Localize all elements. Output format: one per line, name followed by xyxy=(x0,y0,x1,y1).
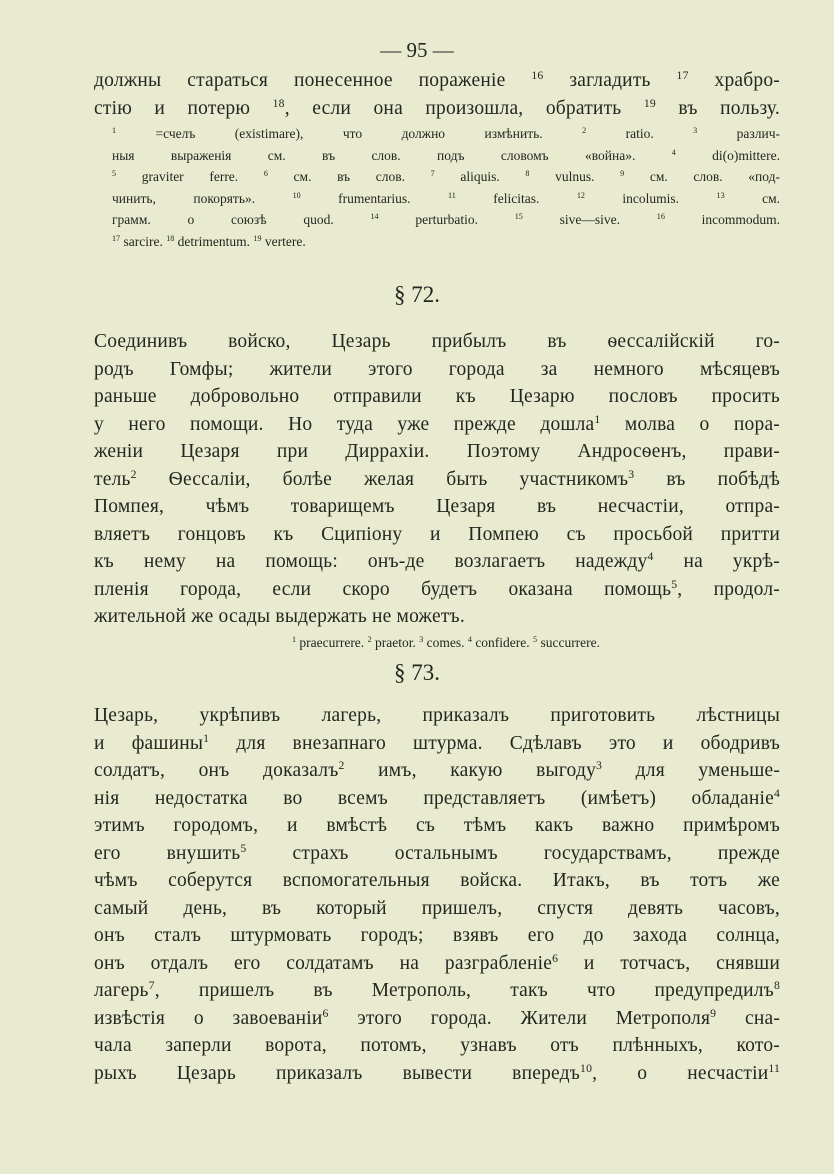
text-run: пленія города, если скоро будетъ оказана помощь xyxy=(94,578,672,600)
footnote-marker: 3 xyxy=(628,467,635,481)
text-run: =счелъ (existimare), что должно измѣнить. xyxy=(116,126,583,141)
footnote-marker: 9 xyxy=(710,1006,717,1020)
footnote-marker: 7 xyxy=(148,978,155,992)
text-run: см. xyxy=(724,190,781,206)
section-73-heading: § 73. xyxy=(394,660,440,685)
text-run: sarcire. xyxy=(120,233,167,249)
text-run: у него помощи. Но туда уже прежде дошла xyxy=(94,413,595,435)
section-72-heading: § 72. xyxy=(394,282,440,307)
text-run: чинить, покорять». xyxy=(112,190,293,206)
text-line xyxy=(94,950,780,978)
text-run: Ѳессаліи, болѣе желая быть участникомъ xyxy=(136,468,629,490)
text-line xyxy=(94,785,780,813)
text-run: грамм. о союзѣ quod. xyxy=(112,212,371,227)
text-run: стію и потерю xyxy=(94,97,273,119)
text-line xyxy=(94,812,780,840)
text-run: онъ отдалъ его солдатамъ на разграбленіе xyxy=(94,952,553,974)
text-run: къ нему на помощь: онъ-де возлагаетъ надежду xyxy=(94,551,648,572)
footnote-marker: 5 xyxy=(533,635,538,645)
text-run: vertere. xyxy=(261,233,306,249)
text-line xyxy=(94,438,780,466)
footnotes-top xyxy=(112,123,780,252)
text-run: чѣмъ соберутся вспомогательныя войска. Итакъ, въ тотъ же xyxy=(94,870,780,891)
footnote-marker: 5 xyxy=(112,169,117,179)
text-line xyxy=(94,840,780,868)
footnote-marker: 9 xyxy=(620,169,625,179)
text-run: молва о пора- xyxy=(600,413,781,435)
text-run: различ- xyxy=(697,126,780,141)
text-run: родъ Гомфы; жители этого города за немного мѣсяцевъ xyxy=(94,358,780,380)
text-run: женіи Цезаря при Диррахіи. Поэтому Андросѳенъ, прави- xyxy=(94,441,780,462)
text-line xyxy=(94,1060,780,1088)
text-line xyxy=(94,328,780,356)
footnote-marker: 6 xyxy=(552,951,559,965)
text-run: для внезапнаго штурма. Сдѣлавъ это и ободривъ xyxy=(209,732,780,754)
text-run: sive—sive. xyxy=(522,212,657,227)
text-run: для уменьше- xyxy=(602,760,781,781)
text-line xyxy=(94,603,780,631)
footnote-marker: 1 xyxy=(594,412,601,426)
text-run: вляетъ гонцовъ къ Сципіону и Помпею съ просьбой притти xyxy=(94,523,780,545)
footnote-marker: 10 xyxy=(292,190,301,200)
text-line xyxy=(94,411,780,439)
text-run: на укрѣ- xyxy=(653,551,780,572)
footnote-marker: 7 xyxy=(430,169,435,179)
footnote-marker: 5 xyxy=(671,577,678,591)
section-72-paragraph xyxy=(94,328,780,631)
text-run: его внушить xyxy=(94,842,241,864)
text-run: di(o)mittere. xyxy=(675,147,781,163)
text-run: имъ, какую выгоду xyxy=(344,760,597,781)
footnote-marker: 17 xyxy=(112,233,121,243)
footnote-marker: 4 xyxy=(671,147,676,157)
footnote-marker: 16 xyxy=(656,212,665,222)
text-run: загладить xyxy=(543,70,677,91)
text-line xyxy=(94,521,780,549)
text-run: въ пользу. xyxy=(655,97,781,119)
footnote-marker: 14 xyxy=(370,212,379,222)
text-run: и тотчасъ, снявши xyxy=(558,952,780,974)
footnote-marker: 2 xyxy=(367,635,372,645)
text-run: comes. xyxy=(423,635,468,650)
text-run: этимъ городомъ, и вмѣстѣ съ тѣмъ какъ важно примѣромъ xyxy=(94,815,780,836)
footnote-marker: 12 xyxy=(576,190,585,200)
text-run: тель xyxy=(94,468,131,490)
text-line xyxy=(94,757,780,785)
footnote-marker: 19 xyxy=(253,233,262,243)
text-run: самый день, въ который пришелъ, спустя девять часовъ, xyxy=(94,897,780,919)
text-run: Цезарь, укрѣпивъ лагерь, приказалъ приготовить лѣстницы xyxy=(94,705,780,726)
text-line xyxy=(94,95,780,123)
footnote-marker: 11 xyxy=(448,190,456,200)
text-line xyxy=(94,548,780,576)
text-line xyxy=(112,145,780,167)
text-line xyxy=(112,123,780,145)
footnote-marker: 6 xyxy=(263,169,268,179)
text-run: ratio. xyxy=(586,126,694,141)
text-line xyxy=(112,209,780,231)
text-line xyxy=(112,231,780,253)
text-run: , о несчастіи xyxy=(592,1062,769,1084)
text-run: храбро- xyxy=(688,70,780,91)
text-line xyxy=(94,67,780,95)
text-line xyxy=(94,1032,780,1060)
text-run: perturbatio. xyxy=(378,212,515,227)
text-run: въ побѣдѣ xyxy=(634,468,780,490)
footnote-marker: 3 xyxy=(693,126,698,136)
text-run: incolumis. xyxy=(584,190,717,206)
text-run: Соединивъ войско, Цезарь прибылъ въ ѳессалійскій го- xyxy=(94,331,780,352)
text-line xyxy=(112,632,780,654)
text-run: detrimentum. xyxy=(174,233,254,249)
footnote-marker: 2 xyxy=(582,126,587,136)
footnote-marker: 5 xyxy=(240,841,247,855)
footnote-marker: 17 xyxy=(676,68,689,82)
text-line xyxy=(94,383,780,411)
text-line xyxy=(94,922,780,950)
text-run: страхъ остальнымъ государствамъ, прежде xyxy=(246,842,780,864)
text-run: , пришелъ въ Метрополь, такъ что предупредилъ xyxy=(154,980,774,1001)
footnote-marker: 6 xyxy=(322,1006,329,1020)
text-line xyxy=(94,1005,780,1033)
text-line xyxy=(94,576,780,604)
footnote-marker: 13 xyxy=(716,190,725,200)
text-line xyxy=(112,166,780,188)
text-run: раньше добровольно отправили къ Цезарю пословъ просить xyxy=(94,386,780,407)
text-run: praetor. xyxy=(371,635,420,650)
text-run: см. въ слов. xyxy=(267,169,431,184)
text-line xyxy=(94,466,780,494)
text-run: , продол- xyxy=(677,578,780,600)
text-run: рыхъ Цезарь приказалъ вывести впередъ xyxy=(94,1062,581,1084)
text-run: чала заперли ворота, потомъ, узнавъ отъ плѣнныхъ, кото- xyxy=(94,1035,780,1056)
text-run: должны стараться понесенное пораженіе xyxy=(94,70,532,91)
section-72-footnotes xyxy=(112,632,780,654)
text-run: см. слов. «под- xyxy=(624,169,780,184)
footnote-marker: 1 xyxy=(291,635,296,645)
footnote-marker: 1 xyxy=(112,126,117,136)
footnote-marker: 1 xyxy=(203,731,210,745)
text-run: сна- xyxy=(716,1007,781,1029)
text-line xyxy=(94,977,780,1005)
footnote-marker: 8 xyxy=(525,169,530,179)
text-run: нія недостатка во всемъ представляетъ (имѣетъ) обладаніе xyxy=(94,787,774,809)
text-line xyxy=(94,702,780,730)
text-run: этого города. Жители Метрополя xyxy=(328,1007,711,1029)
text-run: succurrere. xyxy=(537,635,601,650)
footnote-marker: 16 xyxy=(531,68,544,82)
footnote-marker: 8 xyxy=(773,978,780,992)
text-run: извѣстія о завоеваніи xyxy=(94,1007,323,1029)
text-line xyxy=(94,867,780,895)
footnote-marker: 15 xyxy=(514,212,523,222)
text-run: graviter ferre. xyxy=(116,169,264,184)
text-line xyxy=(94,895,780,923)
text-run: жительной же осады выдержать не можетъ. xyxy=(94,606,465,627)
text-run: praecurrere. xyxy=(295,635,368,650)
text-line xyxy=(94,356,780,384)
footnote-marker: 18 xyxy=(166,233,175,243)
footnote-marker: 18 xyxy=(272,96,285,110)
footnote-marker: 3 xyxy=(596,758,603,772)
text-run: felicitas. xyxy=(455,190,577,206)
footnote-marker: 10 xyxy=(580,1061,593,1075)
text-run: ныя выраженія см. въ слов. подъ словомъ «война». xyxy=(112,147,672,163)
text-line xyxy=(112,188,780,210)
footnote-marker: 4 xyxy=(647,549,654,563)
footnote-marker: 4 xyxy=(467,635,472,645)
footnote-marker: 2 xyxy=(130,467,137,481)
footnote-marker: 2 xyxy=(338,758,345,772)
top-paragraph xyxy=(94,67,780,122)
footnote-marker: 11 xyxy=(768,1061,780,1075)
footnote-marker: 19 xyxy=(643,96,656,110)
footnote-marker: 3 xyxy=(419,635,424,645)
text-run: лагерь xyxy=(94,980,149,1001)
text-run: онъ сталъ штурмовать городъ; взявъ его до захода солнца, xyxy=(94,925,780,946)
text-line xyxy=(94,730,780,758)
text-run: incommodum. xyxy=(664,212,781,227)
text-run: frumentarius. xyxy=(300,190,448,206)
section-73-paragraph xyxy=(94,702,780,1087)
text-run: vulnus. xyxy=(529,169,621,184)
page-number: — 95 — xyxy=(380,38,454,62)
text-run: , если она произошла, обратить xyxy=(284,97,644,119)
text-run: aliquis. xyxy=(434,169,526,184)
text-run: Помпея, чѣмъ товарищемъ Цезаря въ несчастіи, отпра- xyxy=(94,496,780,517)
text-run: солдатъ, онъ доказалъ xyxy=(94,760,339,781)
footnote-marker: 4 xyxy=(773,786,780,800)
text-line xyxy=(94,493,780,521)
text-run: confidere. xyxy=(471,635,534,650)
text-run: и фашины xyxy=(94,732,204,754)
